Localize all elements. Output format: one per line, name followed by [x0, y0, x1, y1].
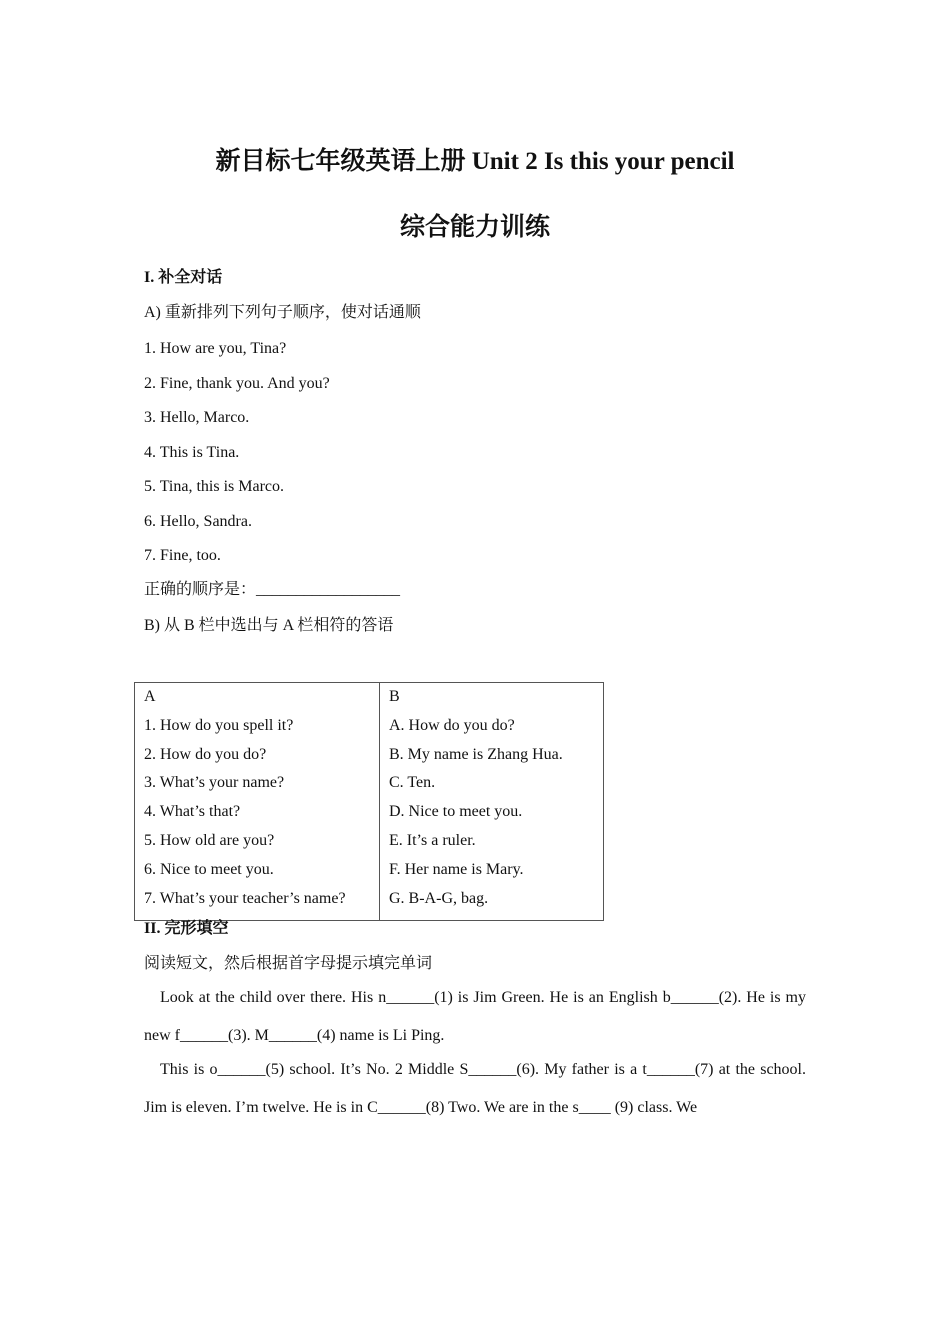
sentence-item: 4. This is Tina. — [144, 444, 240, 461]
matching-table — [134, 682, 604, 921]
question-item: 2. How do you do? — [144, 745, 267, 763]
column-b — [380, 683, 604, 921]
document-subtitle: 综合能力训练 — [399, 214, 550, 241]
column-a-header: A — [144, 688, 156, 705]
sentence-item: 2. Fine, thank you. And you? — [144, 375, 330, 392]
column-a — [135, 683, 380, 921]
cloze-paragraph-1: Look at the child over there. His n______(1) is Jim Green. He is an English b______(2). He is my new f______(3). M______(4) name is Li Ping. — [144, 989, 806, 1044]
section2-heading: II. 完形填空 — [144, 920, 229, 937]
question-item: 6. Nice to meet you. — [144, 860, 274, 878]
document-title: 新目标七年级英语上册 Unit 2 Is this your pencil — [215, 148, 735, 175]
question-item: 5. How old are you? — [144, 831, 275, 849]
answer-item: G. B-A-G, bag. — [389, 889, 489, 907]
sentence-item: 5. Tina, this is Marco. — [144, 478, 285, 495]
cloze-paragraph-2: This is o______(5) school. It’s No. 2 Middle S______(6). My father is a t______(7) at the school. Jim is eleven. I’m twelve. He is in C______(8) Two. We are in the s____ (9) class. We — [144, 1061, 806, 1116]
answer-item: C. Ten. — [389, 774, 436, 792]
section2-instruction: 阅读短文，然后根据首字母提示填完单词 — [144, 955, 433, 972]
sentence-item: 1. How are you, Tina? — [144, 340, 287, 357]
sentence-item: 7. Fine, too. — [144, 547, 221, 564]
answer-item: B. My name is Zhang Hua. — [389, 745, 563, 763]
question-item: 1. How do you spell it? — [144, 716, 294, 734]
partB-instruction: B) 从 B 栏中选出与 A 栏相符的答语 — [144, 617, 394, 634]
sentence-item: 3. Hello, Marco. — [144, 409, 250, 426]
answer-item: E. It’s a ruler. — [389, 831, 476, 849]
column-b-header: B — [389, 688, 400, 705]
answer-item: F. Her name is Mary. — [389, 860, 524, 878]
answer-item: D. Nice to meet you. — [389, 803, 523, 821]
partA-instruction: A) 重新排列下列句子顺序，使对话通顺 — [144, 304, 421, 321]
question-item: 3. What’s your name? — [144, 774, 285, 792]
answer-prompt: 正确的顺序是：__________________ — [144, 581, 401, 598]
question-item: 4. What’s that? — [144, 803, 241, 821]
answer-item: A. How do you do? — [389, 716, 515, 734]
sentence-item: 6. Hello, Sandra. — [144, 513, 252, 530]
question-item: 7. What’s your teacher’s name? — [144, 889, 346, 907]
section1-heading: I. 补全对话 — [144, 269, 223, 286]
